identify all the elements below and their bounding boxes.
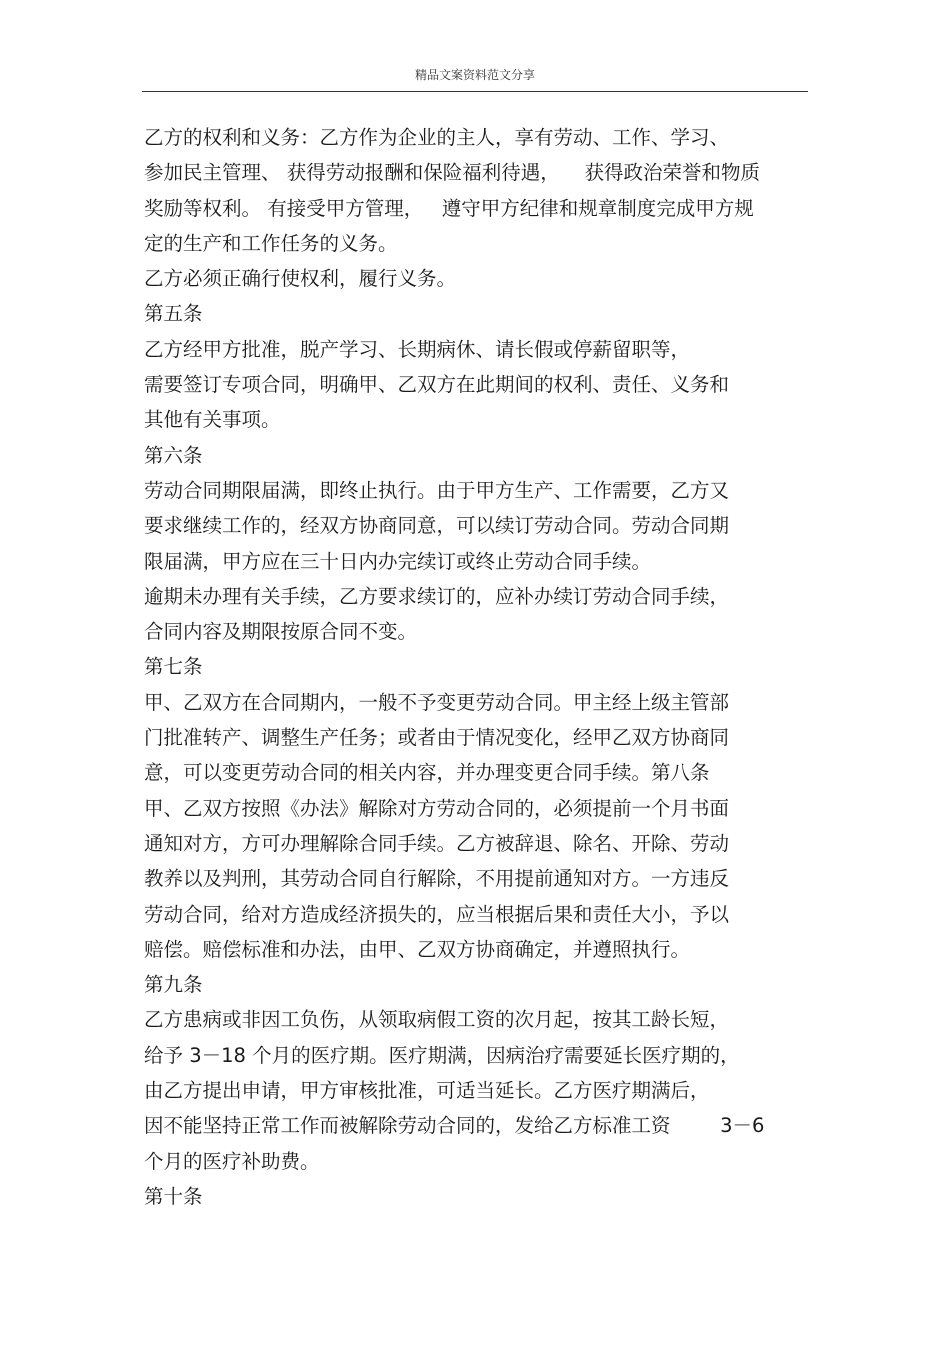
text-line: 门批准转产、调整生产任务；或者由于情况变化，经甲乙双方协商同 [144, 726, 730, 750]
text-line: 其他有关事项。 [144, 408, 281, 432]
document-body [144, 120, 814, 1214]
article-heading: 第七条 [144, 655, 203, 679]
text-line: 参加民主管理、 获得劳动报酬和保险福利待遇， 获得政治荣誉和物质 [144, 161, 760, 185]
text-line: 限届满，甲方应在三十日内办完续订或终止劳动合同手续。 [144, 549, 652, 573]
article-heading: 第九条 [144, 973, 203, 997]
article-heading: 第十条 [144, 1184, 203, 1208]
text-line: 通知对方，方可办理解除合同手续。乙方被辞退、除名、开除、劳动 [144, 831, 730, 855]
article-heading: 第六条 [144, 443, 203, 467]
text-line: 给予 3－18 个月的医疗期。医疗期满，因病治疗需要延长医疗期的， [144, 1043, 740, 1067]
text-line: 需要签订专项合同，明确甲、乙双方在此期间的权利、责任、义务和 [144, 373, 730, 397]
text-line: 因不能坚持正常工作而被解除劳动合同的，发给乙方标准工资 3－6 [144, 1114, 765, 1138]
text-line: 赔偿。赔偿标准和办法，由甲、乙双方协商确定，并遵照执行。 [144, 937, 691, 961]
text-line: 要求继续工作的，经双方协商同意，可以续订劳动合同。劳动合同期 [144, 514, 730, 538]
text-line: 逾期未办理有关手续，乙方要求续订的，应补办续订劳动合同手续， [144, 584, 730, 608]
page-header: 精品文案资料范文分享 [414, 68, 535, 82]
article-heading: 第五条 [144, 302, 203, 326]
text-line: 甲、乙双方在合同期内，一般不予变更劳动合同。甲主经上级主管部 [144, 690, 730, 714]
text-line: 意，可以变更劳动合同的相关内容，并办理变更合同手续。第八条 [144, 761, 710, 785]
text-line: 由乙方提出申请，甲方审核批准，可适当延长。乙方医疗期满后， [144, 1079, 710, 1103]
text-line: 乙方必须正确行使权利，履行义务。 [144, 267, 457, 291]
text-line: 乙方的权利和义务：乙方作为企业的主人，享有劳动、工作、学习、 [144, 126, 730, 149]
text-line: 教养以及判刑，其劳动合同自行解除，不用提前通知对方。一方违反 [144, 867, 730, 891]
text-line: 劳动合同，给对方造成经济损失的，应当根据后果和责任大小，予以 [144, 902, 730, 926]
header-divider [142, 91, 808, 92]
text-line: 定的生产和工作任务的义务。 [144, 231, 398, 255]
text-line: 奖励等权利。 有接受甲方管理， 遵守甲方纪律和规章制度完成甲方规 [144, 196, 754, 220]
text-line: 个月的医疗补助费。 [144, 1149, 320, 1173]
text-line: 合同内容及期限按原合同不变。 [144, 620, 418, 644]
text-line: 甲、乙双方按照《办法》解除对方劳动合同的，必须提前一个月书面 [144, 796, 730, 820]
text-line: 乙方患病或非因工负伤，从领取病假工资的次月起，按其工龄长短， [144, 1008, 730, 1032]
text-line: 乙方经甲方批准，脱产学习、长期病休、请长假或停薪留职等， [144, 337, 691, 361]
text-line: 劳动合同期限届满，即终止执行。由于甲方生产、工作需要，乙方又 [144, 478, 730, 502]
